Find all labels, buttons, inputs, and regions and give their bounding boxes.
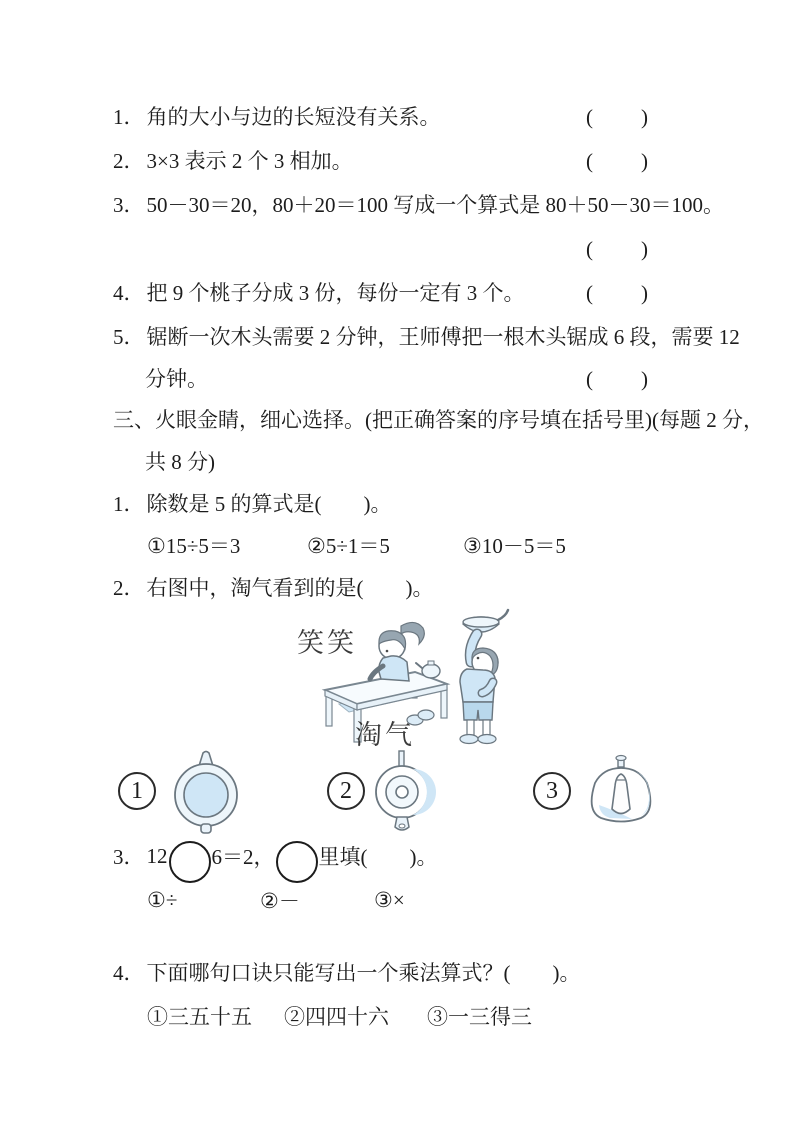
question-number: 4． — [113, 961, 145, 985]
teapot-top-view-spout-up-icon — [159, 748, 249, 834]
option-3: ③10－5＝5 — [463, 534, 566, 558]
question-text: 分钟。 — [145, 367, 208, 391]
scene-illustration — [295, 608, 525, 748]
question-number: 3． — [113, 845, 145, 869]
choice-question-3-options — [0, 878, 793, 922]
question-text-middle: 6＝2， — [211, 845, 275, 869]
choice-question-3 — [0, 834, 793, 878]
question-text: 50－30＝20，80＋20＝100 写成一个算式是 80＋50－30＝100。 — [146, 193, 724, 217]
option-1: ①15÷5＝3 — [147, 534, 241, 558]
question-number: 1． — [113, 105, 145, 129]
question-number: 1． — [113, 492, 145, 516]
circled-number: 1 — [118, 772, 156, 810]
option-2: ②5÷1＝5 — [307, 534, 390, 558]
judge-question-1 — [0, 94, 793, 138]
choice-question-4-options — [0, 994, 793, 1038]
teapot-top-view-knob-icon — [368, 748, 436, 834]
option-1: ①三五十五 — [147, 1005, 252, 1029]
question-text: 3×3 表示 2 个 3 相加。 — [146, 149, 353, 173]
option-3: ③× — [374, 887, 405, 912]
circled-number: 2 — [327, 772, 365, 810]
question-number: 3． — [113, 193, 145, 217]
option-1: ①÷ — [147, 887, 178, 912]
answer-bracket: ( ) — [586, 149, 650, 173]
question-number: 4． — [113, 281, 145, 305]
question-text-before: 12 — [146, 843, 168, 868]
question-text: 锯断一次木头需要 2 分钟，王师傅把一根木头锯成 6 段，需要 12 — [146, 325, 740, 349]
question-text: 除数是 5 的算式是( )。 — [146, 492, 392, 516]
choice-question-1-options — [0, 524, 793, 566]
teapot-option-3 — [533, 753, 668, 829]
teapot-option-1 — [118, 748, 249, 834]
question-number: 5． — [113, 325, 145, 349]
top-margin — [0, 0, 793, 94]
choice-section-heading-line2 — [0, 440, 793, 482]
question-number: 2． — [113, 576, 145, 600]
judge-question-3-bracket-line — [0, 226, 793, 270]
circled-number: 3 — [533, 772, 571, 810]
girl-name-label: 笑笑 — [297, 628, 357, 658]
option-2: ②－ — [260, 889, 300, 913]
boy-name-label: 淘气 — [355, 720, 415, 750]
judge-question-5-line2 — [0, 358, 793, 398]
choice-question-4 — [0, 950, 793, 994]
question-number: 2． — [113, 149, 145, 173]
operator-blank-circle — [276, 841, 318, 883]
answer-bracket: ( ) — [586, 237, 650, 261]
operator-blank-circle — [169, 841, 211, 883]
option-2: ②四四十六 — [284, 1005, 389, 1029]
option-3: ③一三得三 — [427, 1005, 532, 1029]
judge-question-3 — [0, 182, 793, 226]
teapot-option-2 — [327, 748, 436, 834]
choice-question-1 — [0, 482, 793, 524]
choice-question-2 — [0, 566, 793, 608]
xiaoxiao-taoqi-teapot-illustration — [295, 608, 525, 750]
judge-question-4 — [0, 270, 793, 314]
choice-question-2-options — [0, 748, 793, 834]
question-text: 下面哪句口诀只能写出一个乘法算式？( )。 — [146, 961, 581, 985]
section-title-cont: 共 8 分) — [145, 450, 215, 474]
answer-bracket: ( ) — [586, 105, 650, 129]
spacer — [0, 922, 793, 950]
boy-figure — [460, 610, 508, 744]
question-text: 角的大小与边的长短没有关系。 — [146, 105, 441, 129]
question-text-after: 里填( )。 — [318, 845, 438, 869]
question-text: 右图中，淘气看到的是( )。 — [146, 576, 434, 600]
answer-bracket: ( ) — [586, 367, 650, 391]
teapot-front-view-icon — [574, 753, 668, 829]
judge-question-2 — [0, 138, 793, 182]
judge-question-5-line1 — [0, 314, 793, 358]
answer-bracket: ( ) — [586, 281, 650, 305]
question-text: 把 9 个桃子分成 3 份，每份一定有 3 个。 — [146, 281, 525, 305]
choice-section-heading-line1 — [0, 398, 793, 440]
section-title: 三、火眼金睛，细心选择。(把正确答案的序号填在括号里)(每题 2 分， — [113, 408, 764, 432]
